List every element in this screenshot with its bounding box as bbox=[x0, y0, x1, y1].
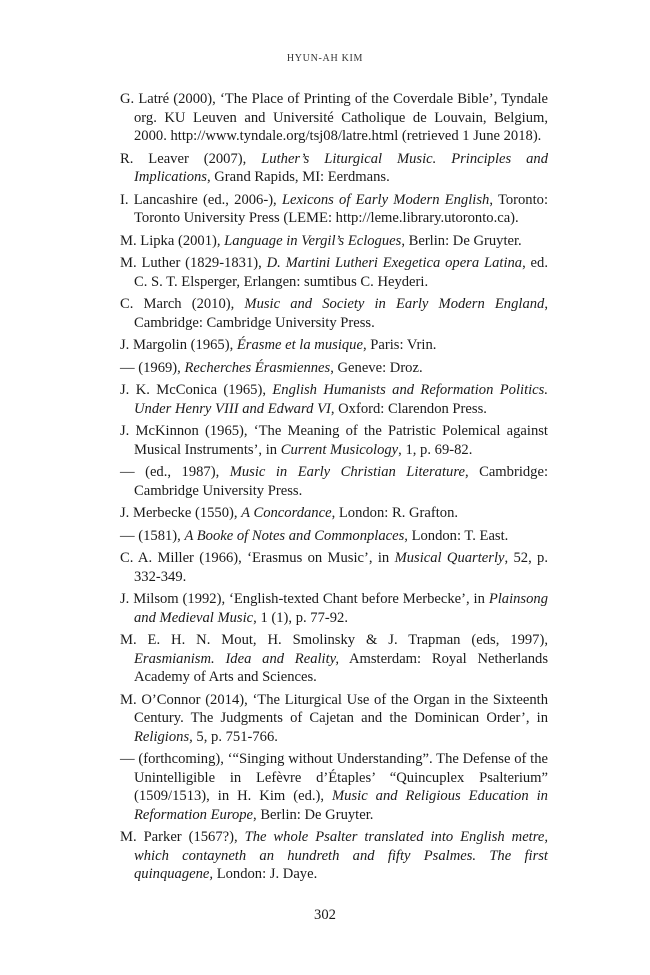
entry-title-italic: Recherches Érasmiennes bbox=[184, 359, 331, 376]
entry-text: , 1, p. 69-82. bbox=[398, 441, 473, 458]
entry-text: J. Milsom (1992), ‘English-texted Chant before Merbecke’, in bbox=[120, 591, 489, 607]
entry-text: , ed. C. S. T. Elsperger, Erlangen: sumtibus C. Heyderi. bbox=[134, 255, 548, 290]
entry-text: 5, p. 751-766. bbox=[192, 728, 278, 745]
entry-title-italic: A Concordance bbox=[241, 505, 332, 521]
entry-text: , London: R. Grafton. bbox=[331, 505, 459, 521]
entry-title-italic: Language in Vergil’s Eclogues bbox=[224, 232, 402, 249]
bibliography-entry bbox=[120, 90, 548, 146]
entry-text: M. E. H. N. Mout, H. Smolinsky & J. Trapman (eds, 1997), bbox=[120, 632, 548, 648]
page-number: 302 bbox=[314, 907, 336, 923]
entry-text: M. Parker (1567?), bbox=[120, 829, 245, 845]
bibliography-entry bbox=[120, 549, 548, 586]
entry-text: — (1581), bbox=[120, 527, 185, 544]
bibliography-entry bbox=[120, 691, 548, 747]
entry-title-italic: Lexicons of Early Modern English bbox=[281, 191, 490, 208]
entry-text: , 1 (1), p. 77-92. bbox=[253, 609, 349, 626]
entry-text: , Berlin: De Gruyter. bbox=[401, 232, 522, 249]
entry-text: J. McKinnon (1965), ‘The Meaning of the Patristic Polemical against Musical Instruments’, in bbox=[120, 423, 548, 458]
entry-title-italic: Plainsong and Medieval Music bbox=[134, 591, 548, 626]
entry-title-italic: Music in Early Christian Literature bbox=[229, 464, 465, 480]
entry-text: , Geneve: Droz. bbox=[330, 359, 423, 376]
bibliography-list bbox=[120, 90, 548, 888]
bibliography-entry bbox=[120, 504, 548, 523]
bibliography-entry bbox=[120, 232, 548, 251]
entry-text: R. Leaver (2007), bbox=[120, 150, 262, 167]
entry-text: — (1969), bbox=[120, 359, 185, 376]
entry-text: C. March (2010), bbox=[120, 296, 245, 312]
entry-text: J. Merbecke (1550), bbox=[120, 505, 242, 521]
bibliography-entry bbox=[120, 527, 548, 546]
entry-title-italic: Erasmianism. Idea and Reality, bbox=[134, 650, 339, 667]
bibliography-entry bbox=[120, 590, 548, 627]
entry-text: — (forthcoming), ‘“Singing without Understanding”. The Defense of the Unintelligible in Lefèvre d’Étaples’ “Quincuplex Psalterium” (1509/1513), in H. Kim (ed.), bbox=[120, 751, 548, 804]
entry-text: C. A. Miller (1966), ‘Erasmus on Music’, in bbox=[120, 550, 395, 566]
bibliography-entry bbox=[120, 750, 548, 824]
bibliography-entry bbox=[120, 254, 548, 291]
entry-text: , Cambridge: Cambridge University Press. bbox=[134, 296, 548, 331]
entry-title-italic: Religions, bbox=[134, 728, 193, 745]
bibliography-entry bbox=[120, 631, 548, 687]
bibliography-entry bbox=[120, 828, 548, 884]
entry-text: London: J. Daye. bbox=[213, 866, 318, 882]
entry-text: , Cambridge: Cambridge University Press. bbox=[134, 464, 548, 499]
bibliography-entry bbox=[120, 422, 548, 459]
entry-text: , Toronto: Toronto University Press (LEME: http://leme.library.utoronto.ca). bbox=[134, 191, 548, 226]
entry-text: , Grand Rapids, MI: Eerdmans. bbox=[206, 169, 390, 185]
bibliography-entry bbox=[120, 150, 548, 187]
entry-text: G. Latré (2000), ‘The Place of Printing of the Coverdale Bible’, Tyndale org. KU Leuven and Université Catholique de Louvain, Belgium, 2000. http://www.tyndale.org/tsj08/latre.html (retrieved 1 June 2018). bbox=[120, 91, 548, 144]
entry-text: , Paris: Vrin. bbox=[362, 337, 437, 353]
bibliography-entry bbox=[120, 191, 548, 228]
bibliography-entry bbox=[120, 295, 548, 332]
entry-text: Amsterdam: Royal Netherlands Academy of Arts and Sciences. bbox=[134, 650, 548, 685]
entry-title-italic: Musical Quarterly bbox=[394, 550, 505, 566]
entry-text: J. K. McConica (1965), bbox=[120, 382, 273, 398]
entry-title-italic: Érasme et la musique bbox=[236, 337, 363, 353]
bibliography-entry bbox=[120, 359, 548, 378]
entry-text: M. Lipka (2001), bbox=[120, 232, 225, 249]
entry-text: , London: T. East. bbox=[404, 527, 509, 544]
entry-text: , 52, p. 332-349. bbox=[134, 550, 548, 585]
bibliography-entry bbox=[120, 336, 548, 355]
entry-title-italic: The whole Psalter translated into English metre, which contayneth an hundreth and fifty Psalmes. The first quinquagene, bbox=[134, 829, 548, 882]
bibliography-entry bbox=[120, 463, 548, 500]
entry-text: M. O’Connor (2014), ‘The Liturgical Use of the Organ in the Sixteenth Century. The Judgments of Cajetan and the Dominican Order’, in bbox=[120, 691, 548, 726]
entry-title-italic: D. Martini Lutheri Exegetica opera Latina bbox=[266, 255, 523, 271]
bibliography-entry bbox=[120, 381, 548, 418]
entry-text: M. Luther (1829-1831), bbox=[120, 255, 267, 271]
entry-text: , Oxford: Clarendon Press. bbox=[330, 400, 487, 417]
entry-text: I. Lancashire (ed., 2006-), bbox=[120, 191, 282, 208]
entry-title-italic: Luther’s Liturgical Music. Principles and Implications bbox=[134, 150, 548, 185]
entry-title-italic: Music and Religious Education in Reformation Europe bbox=[134, 788, 548, 823]
entry-text: J. Margolin (1965), bbox=[120, 337, 237, 353]
entry-title-italic: Current Musicology bbox=[280, 441, 399, 458]
entry-text: , Berlin: De Gruyter. bbox=[253, 806, 374, 823]
entry-title-italic: English Humanists and Reformation Politics. Under Henry VIII and Edward VI bbox=[134, 382, 548, 417]
entry-title-italic: Music and Society in Early Modern England bbox=[244, 296, 545, 312]
running-head: HYUN-AH KIM bbox=[286, 53, 364, 64]
entry-title-italic: A Booke of Notes and Commonplaces bbox=[184, 527, 405, 544]
entry-text: — (ed., 1987), bbox=[120, 464, 230, 480]
